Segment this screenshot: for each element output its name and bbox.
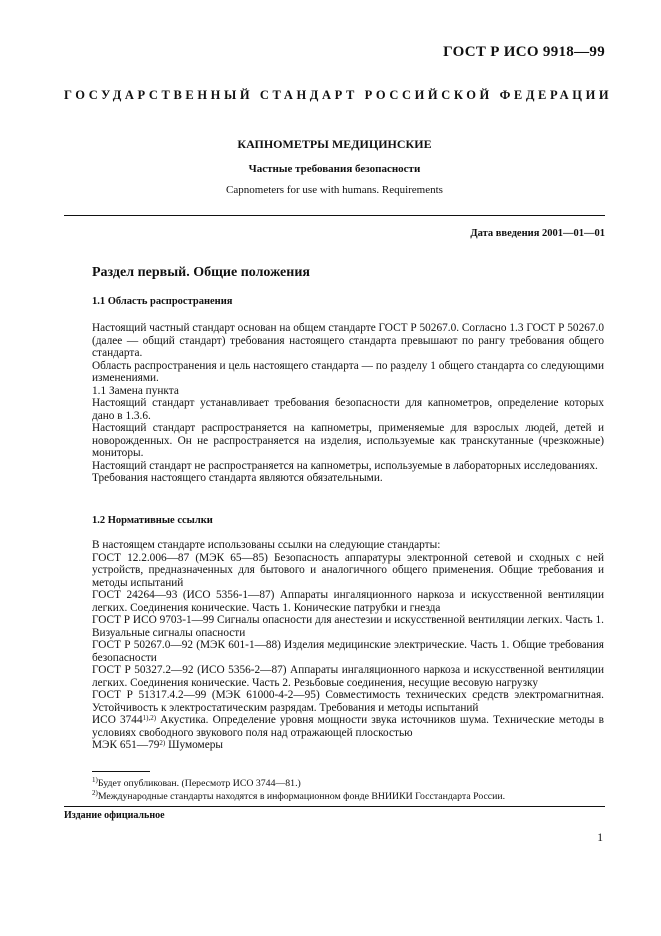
subsection-heading-references: 1.2 Нормативные ссылки (92, 515, 213, 526)
reference-code: ИСО 3744 (92, 714, 143, 726)
references-text-block (92, 539, 604, 752)
section-title: Раздел первый. Общие положения (92, 265, 310, 280)
scope-paragraph: Настоящий стандарт распространяется на капнометры, применяемые для взрослых людей, детей и новорожденных. Он не распространяется на изделия, используемые как транскутанные (чрезкожные) мониторы. (92, 422, 604, 459)
reference-item: ГОСТ 12.2.006—87 (МЭК 65—85) Безопасность аппаратуры электронной сетевой и сходных с ней устройств, предназначенных для бытового и аналогичного общего применения. Общие требования и методы испытаний (92, 551, 604, 589)
reference-item: ГОСТ Р ИСО 9703-1—99 Сигналы опасности для анестезии и искусственной вентиляции легких. Часть 1. Визуальные сигналы опасности (92, 614, 604, 639)
footnote-mark: 2) (92, 789, 98, 797)
scope-paragraph: Настоящий стандарт устанавливает требования безопасности для капнометров, определение которых дано в 1.3.6. (92, 397, 604, 422)
document-title: КАПНОМЕТРЫ МЕДИЦИНСКИЕ (237, 137, 432, 151)
reference-item: ГОСТ 24264—93 (ИСО 5356-1—87) Аппараты ингаляционного наркоза и искусственной вентиляции легких. Соединения конические. Часть 1. Конические патрубки и гнезда (92, 589, 604, 614)
scope-paragraph: Область распространения и цель настоящего стандарта — по разделу 1 общего стандарта со следующими изменениями. (92, 359, 604, 384)
english-title: Capnometers for use with humans. Requirements (226, 184, 443, 196)
footnote-mark: 1) (92, 776, 98, 784)
top-divider (64, 215, 605, 216)
scope-paragraph: Настоящий частный стандарт основан на общем стандарте ГОСТ Р 50267.0. Согласно 1.3 ГОСТ Р 50267.0 (далее — общий стандарт) требования настоящего стандарта превышают по рангу требования общего стандарта. (92, 322, 604, 359)
footnote-mark: 1),2) (142, 714, 157, 722)
edition-note: Издание официальное (64, 810, 165, 821)
footnote (92, 778, 301, 789)
reference-text: Акустика. Определение уровня мощности звука источников шума. Технические методы в условиях свободного звукового поля над отражающей плоскостью (92, 714, 604, 739)
state-standard-title: ГОСУДАРСТВЕННЫЙ СТАНДАРТ РОССИЙСКОЙ ФЕДЕРАЦИИ (64, 88, 613, 102)
reference-code: МЭК 651—79 (92, 739, 160, 751)
scope-paragraph: 1.1 Замена пункта (92, 384, 179, 397)
reference-text: Шумомеры (165, 739, 223, 751)
reference-item: ГОСТ Р 50267.0—92 (МЭК 601-1—88) Изделия медицинские электрические. Часть 1. Общие требования безопасности (92, 639, 604, 664)
footnote-text: Международные стандарты находятся в информационном фонде ВНИИКИ Госстандарта России. (97, 791, 506, 802)
reference-item: ГОСТ Р 51317.4.2—99 (МЭК 61000-4-2—95) Совместимость технических средств электромагнитная. Устойчивость к электростатическим разрядам. Требования и методы испытаний (92, 689, 604, 714)
scope-paragraph: Настоящий стандарт не распространяется на капнометры, используемые в лабораторных исследованиях. (92, 459, 598, 472)
subsection-heading-scope: 1.1 Область распространения (92, 296, 233, 307)
footnote-text: Будет опубликован. (Пересмотр ИСО 3744—81.) (97, 778, 301, 789)
scope-text-block (92, 322, 604, 485)
document-subtitle: Частные требования безопасности (248, 163, 421, 175)
reference-item: ГОСТ Р 50327.2—92 (ИСО 5356-2—87) Аппараты ингаляционного наркоза и искусственной вентиляции легких. Соединения конические. Часть 2. Резьбовые соединения, несущие весовую нагрузку (92, 664, 604, 689)
reference-item (92, 739, 604, 752)
footnote-mark: 2) (159, 739, 166, 747)
introduction-date: Дата введения 2001—01—01 (470, 228, 605, 239)
bottom-divider (64, 806, 605, 807)
page-number: 1 (597, 832, 603, 844)
references-paragraph: В настоящем стандарте использованы ссылки на следующие стандарты: (92, 539, 441, 551)
document-code: ГОСТ Р ИСО 9918—99 (443, 44, 605, 60)
reference-item (92, 714, 604, 739)
footnote (92, 791, 505, 802)
scope-paragraph: Требования настоящего стандарта являются обязательными. (92, 472, 383, 484)
footnote-divider (92, 771, 150, 772)
